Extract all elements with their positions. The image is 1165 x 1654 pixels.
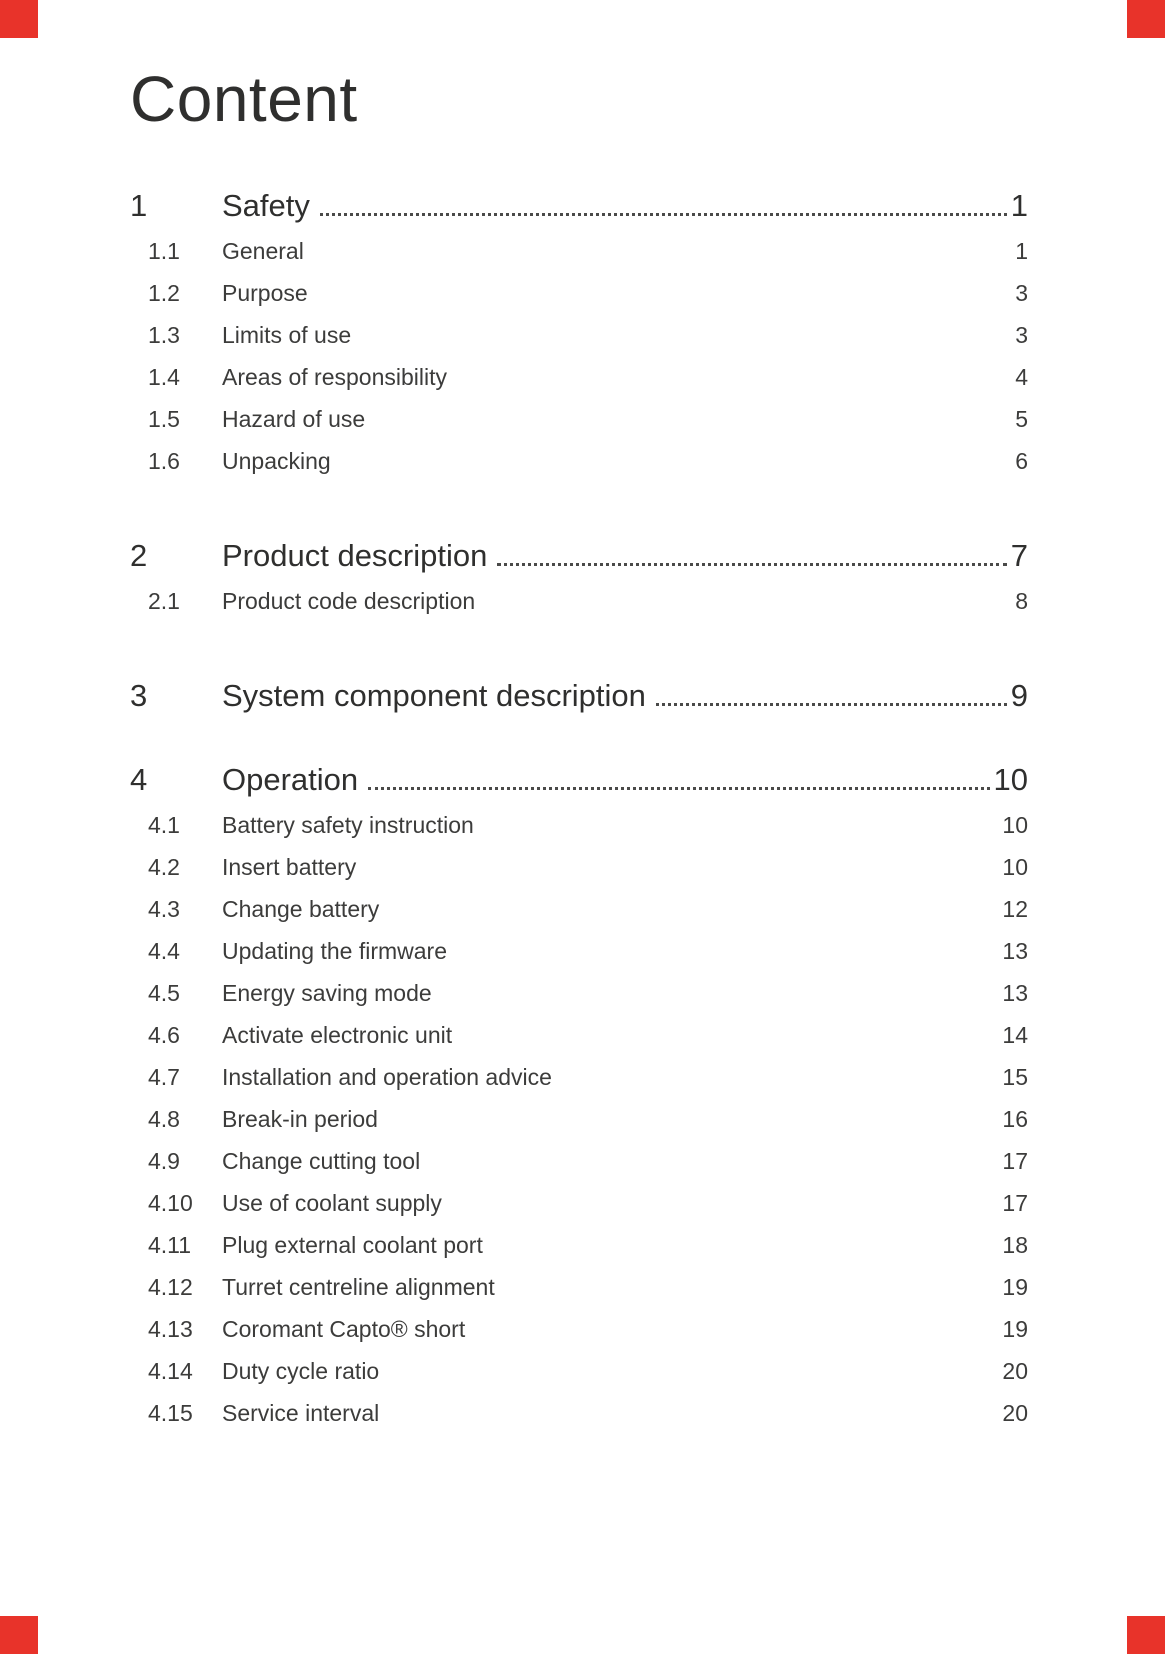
item-title: Change cutting tool bbox=[222, 1148, 421, 1174]
dot-leader bbox=[656, 703, 1007, 706]
item-page-number: 17 bbox=[1002, 1190, 1028, 1216]
item-page-number: 13 bbox=[1002, 938, 1028, 964]
toc-item-row bbox=[130, 322, 1028, 364]
chapter-page-number: 1 bbox=[1010, 188, 1028, 223]
item-number: 1.3 bbox=[148, 322, 180, 348]
item-number: 1.4 bbox=[148, 364, 180, 390]
item-title: Limits of use bbox=[222, 322, 352, 348]
item-number: 4.15 bbox=[148, 1400, 193, 1426]
item-page-number: 3 bbox=[1015, 280, 1028, 306]
item-title: Updating the firmware bbox=[222, 938, 447, 964]
item-page-number: 20 bbox=[1002, 1400, 1028, 1426]
item-page-number: 17 bbox=[1002, 1148, 1028, 1174]
item-number: 4.8 bbox=[148, 1106, 180, 1132]
item-page-number: 18 bbox=[1002, 1232, 1028, 1258]
item-number: 4.13 bbox=[148, 1316, 193, 1342]
toc-item-row bbox=[130, 1148, 1028, 1190]
item-page-number: 8 bbox=[1015, 588, 1028, 614]
item-page-number: 16 bbox=[1002, 1106, 1028, 1132]
item-number: 4.12 bbox=[148, 1274, 193, 1300]
item-title: General bbox=[222, 238, 304, 264]
item-title: Activate electronic unit bbox=[222, 1022, 453, 1048]
toc-item-row bbox=[130, 854, 1028, 896]
toc-item-row bbox=[130, 980, 1028, 1022]
toc-item-row bbox=[130, 238, 1028, 280]
chapter-page-number: 9 bbox=[1010, 678, 1028, 713]
item-page-number: 5 bbox=[1015, 406, 1028, 432]
item-title: Change battery bbox=[222, 896, 380, 922]
toc-item-row bbox=[130, 1022, 1028, 1064]
item-page-number: 10 bbox=[1002, 854, 1028, 880]
item-number: 2.1 bbox=[148, 588, 180, 614]
item-page-number: 19 bbox=[1002, 1274, 1028, 1300]
dot-leader bbox=[320, 213, 1007, 216]
toc-item-row bbox=[130, 280, 1028, 322]
toc-item-row bbox=[130, 1106, 1028, 1148]
chapter-number: 3 bbox=[130, 678, 148, 713]
toc-item-row bbox=[130, 938, 1028, 980]
item-title: Service interval bbox=[222, 1400, 380, 1426]
item-page-number: 13 bbox=[1002, 980, 1028, 1006]
item-page-number: 15 bbox=[1002, 1064, 1028, 1090]
item-title: Insert battery bbox=[222, 854, 357, 880]
item-number: 4.7 bbox=[148, 1064, 180, 1090]
item-page-number: 12 bbox=[1002, 896, 1028, 922]
chapter-page-number: 10 bbox=[993, 762, 1028, 797]
item-page-number: 19 bbox=[1002, 1316, 1028, 1342]
item-number: 4.6 bbox=[148, 1022, 180, 1048]
item-title: Purpose bbox=[222, 280, 308, 306]
toc-chapter-row bbox=[130, 762, 1028, 798]
item-number: 1.6 bbox=[148, 448, 180, 474]
item-number: 4.11 bbox=[148, 1232, 192, 1258]
page-title: Content bbox=[130, 63, 358, 135]
item-number: 4.14 bbox=[148, 1358, 193, 1384]
chapter-title: Safety bbox=[222, 188, 310, 223]
chapter-title: System component description bbox=[222, 678, 646, 713]
item-title: Areas of responsibility bbox=[222, 364, 447, 390]
item-page-number: 6 bbox=[1015, 448, 1028, 474]
item-number: 4.5 bbox=[148, 980, 180, 1006]
toc-item-row bbox=[130, 1274, 1028, 1316]
toc-item-row bbox=[130, 364, 1028, 406]
toc-item-row bbox=[130, 1358, 1028, 1400]
toc-item-row bbox=[130, 448, 1028, 490]
toc-chapter-row bbox=[130, 538, 1028, 574]
item-number: 4.1 bbox=[148, 812, 180, 838]
dot-leader bbox=[497, 563, 1006, 566]
item-page-number: 4 bbox=[1015, 364, 1028, 390]
dot-leader bbox=[368, 787, 989, 790]
item-title: Hazard of use bbox=[222, 406, 366, 432]
table-of-contents bbox=[130, 188, 1028, 1442]
chapter-number: 2 bbox=[130, 538, 148, 573]
item-number: 4.4 bbox=[148, 938, 180, 964]
item-title: Energy saving mode bbox=[222, 980, 432, 1006]
item-title: Battery safety instruction bbox=[222, 812, 474, 838]
toc-item-row bbox=[130, 1400, 1028, 1442]
chapter-number: 1 bbox=[130, 188, 148, 223]
chapter-title: Operation bbox=[222, 762, 359, 797]
item-page-number: 20 bbox=[1002, 1358, 1028, 1384]
toc-item-row bbox=[130, 588, 1028, 630]
toc-item-row bbox=[130, 1232, 1028, 1274]
item-title: Use of coolant supply bbox=[222, 1190, 442, 1216]
toc-item-row bbox=[130, 1190, 1028, 1232]
item-title: Product code description bbox=[222, 588, 476, 614]
chapter-page-number: 7 bbox=[1010, 538, 1028, 573]
toc-item-row bbox=[130, 406, 1028, 448]
item-number: 1.1 bbox=[148, 238, 180, 264]
item-number: 4.10 bbox=[148, 1190, 193, 1216]
toc-chapter-row bbox=[130, 188, 1028, 224]
item-title: Unpacking bbox=[222, 448, 331, 474]
item-title: Plug external coolant port bbox=[222, 1232, 483, 1258]
toc-item-row bbox=[130, 896, 1028, 938]
toc-chapter-row bbox=[130, 678, 1028, 714]
item-number: 4.3 bbox=[148, 896, 180, 922]
item-page-number: 10 bbox=[1002, 812, 1028, 838]
item-title: Break-in period bbox=[222, 1106, 378, 1132]
item-number: 4.2 bbox=[148, 854, 180, 880]
chapter-title: Product description bbox=[222, 538, 488, 573]
chapter-number: 4 bbox=[130, 762, 148, 797]
toc-item-row bbox=[130, 812, 1028, 854]
item-number: 1.2 bbox=[148, 280, 180, 306]
item-page-number: 14 bbox=[1002, 1022, 1028, 1048]
item-title: Duty cycle ratio bbox=[222, 1358, 380, 1384]
toc-item-row bbox=[130, 1316, 1028, 1358]
item-page-number: 1 bbox=[1015, 238, 1028, 264]
toc-item-row bbox=[130, 1064, 1028, 1106]
item-title: Turret centreline alignment bbox=[222, 1274, 495, 1300]
item-title: Installation and operation advice bbox=[222, 1064, 552, 1090]
item-number: 4.9 bbox=[148, 1148, 180, 1174]
item-number: 1.5 bbox=[148, 406, 180, 432]
item-page-number: 3 bbox=[1015, 322, 1028, 348]
item-title: Coromant Capto® short bbox=[222, 1316, 466, 1342]
